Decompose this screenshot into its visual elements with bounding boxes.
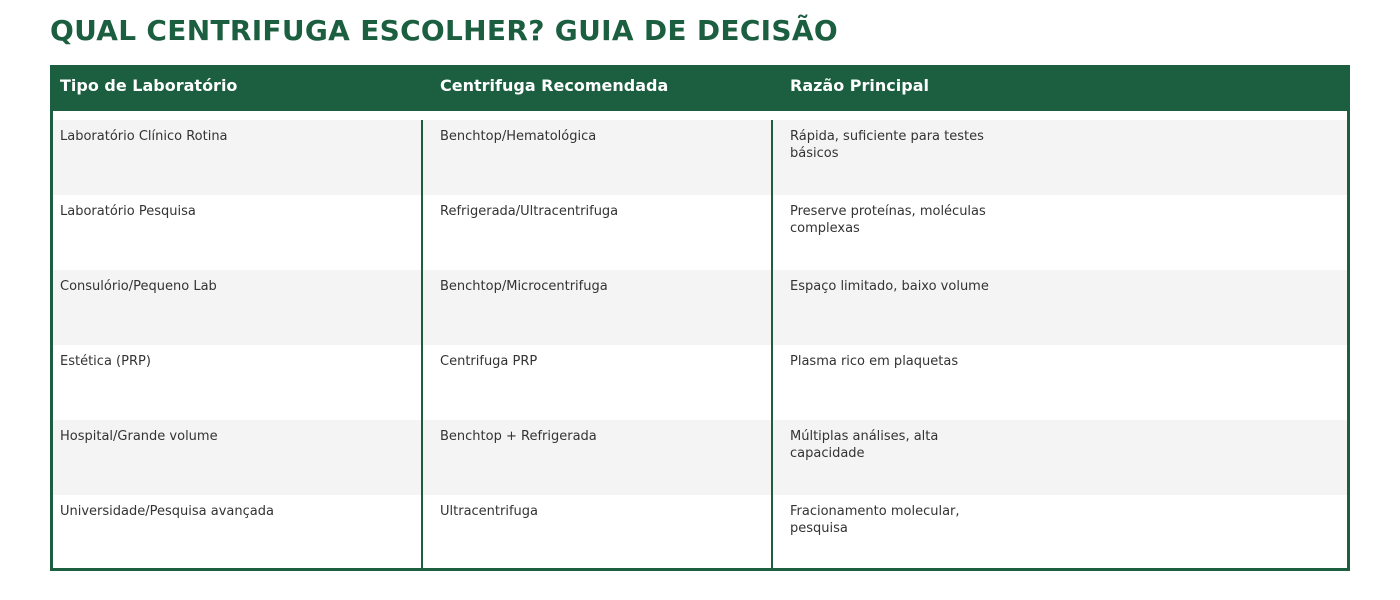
cell-main-reason: Fracionamento molecular, pesquisa <box>790 504 960 536</box>
cell-lab-type: Universidade/Pesquisa avançada <box>60 504 274 519</box>
decision-table <box>50 65 1350 571</box>
cell-lab-type: Estética (PRP) <box>60 354 151 369</box>
cell-recommended-centrifuge: Benchtop/Hematológica <box>440 129 597 144</box>
column-divider <box>421 120 423 571</box>
table-header <box>53 68 1347 111</box>
cell-lab-type: Consulório/Pequeno Lab <box>60 279 217 294</box>
cell-main-reason: Rápida, suficiente para testes básicos <box>790 129 984 161</box>
cell-recommended-centrifuge: Ultracentrifuga <box>440 504 539 519</box>
table-row <box>53 195 1347 270</box>
column-divider <box>771 120 773 571</box>
cell-recommended-centrifuge: Benchtop/Microcentrifuga <box>440 279 608 294</box>
cell-main-reason: Preserve proteínas, moléculas complexas <box>790 204 986 236</box>
page-title: QUAL CENTRIFUGA ESCOLHER? GUIA DE DECISÃO <box>50 14 838 47</box>
table-row <box>53 120 1347 195</box>
cell-lab-type: Laboratório Pesquisa <box>60 204 196 219</box>
table-row <box>53 420 1347 495</box>
cell-lab-type: Hospital/Grande volume <box>60 429 218 444</box>
table-row <box>53 495 1347 570</box>
cell-recommended-centrifuge: Refrigerada/Ultracentrifuga <box>440 204 619 219</box>
table-row <box>53 345 1347 420</box>
cell-recommended-centrifuge: Centrifuga PRP <box>440 354 538 369</box>
column-header-main-reason: Razão Principal <box>790 76 929 95</box>
column-header-lab-type: Tipo de Laboratório <box>60 76 238 95</box>
cell-lab-type: Laboratório Clínico Rotina <box>60 129 228 144</box>
cell-recommended-centrifuge: Benchtop + Refrigerada <box>440 429 597 444</box>
cell-main-reason: Plasma rico em plaquetas <box>790 354 959 369</box>
table-row <box>53 270 1347 345</box>
cell-main-reason: Espaço limitado, baixo volume <box>790 279 989 294</box>
cell-main-reason: Múltiplas análises, alta capacidade <box>790 429 939 461</box>
column-header-recommended-centrifuge: Centrifuga Recomendada <box>440 76 669 95</box>
